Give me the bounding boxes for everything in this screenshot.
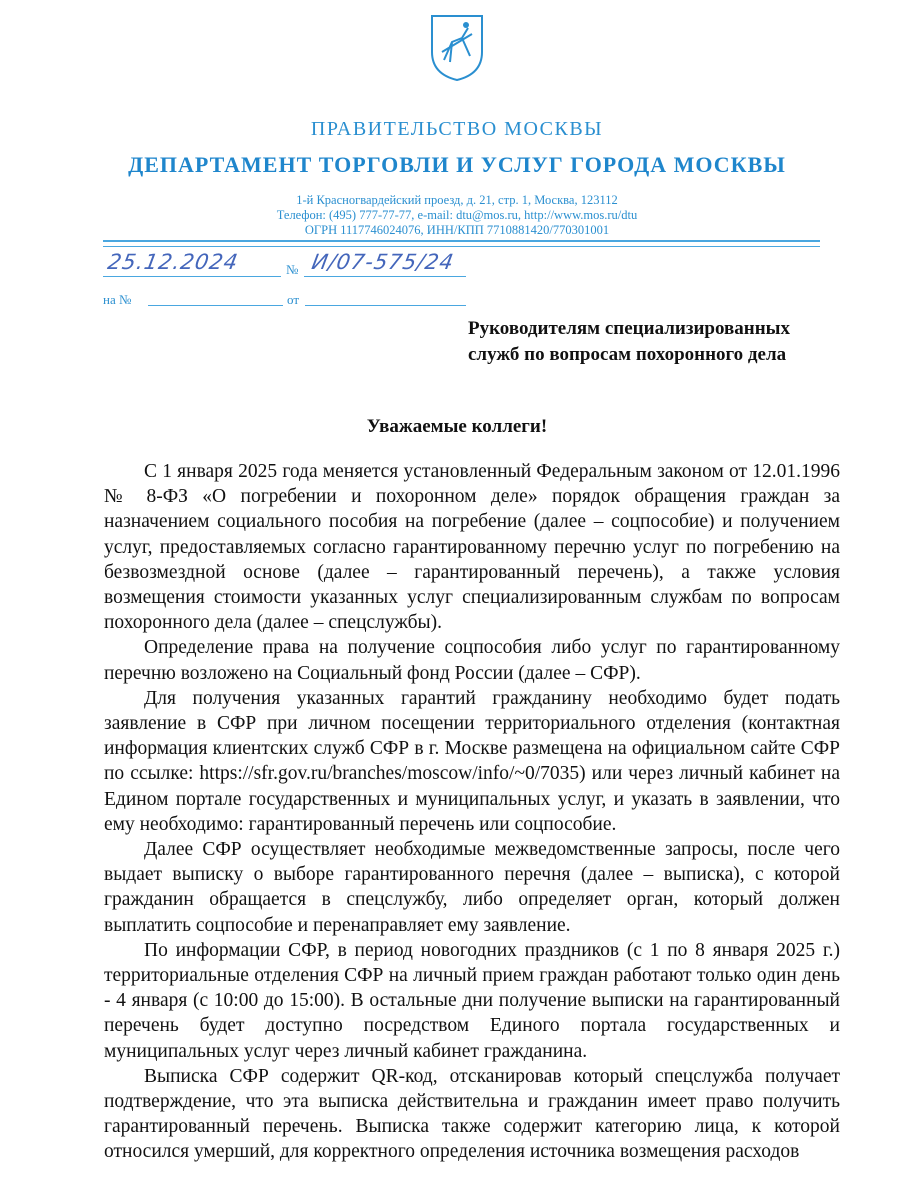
moscow-coat-of-arms-icon	[428, 12, 486, 82]
department-contacts	[0, 193, 914, 238]
greeting: Уважаемые коллеги!	[366, 416, 548, 437]
address: 1-й Красногвардейский проезд, д. 21, стр. 1, Москва, 123112	[296, 193, 618, 207]
header-divider	[103, 240, 820, 247]
number-line	[304, 276, 466, 277]
addressee-line: Руководителям специализированных	[468, 318, 791, 339]
date-line	[103, 276, 281, 277]
department-title: ДЕПАРТАМЕНТ ТОРГОВЛИ И УСЛУГ ГОРОДА МОСКВЫ	[128, 152, 786, 177]
paragraph: Для получения указанных гарантий гражданину необходимо будет подать заявление в СФР при личном посещении территориального отделения (контактная информация клиентских служб СФР в г. Москве размещена на официальном сайте СФР по ссылке: https://sfr.gov.ru/branches/moscow/info/~0/7035) или через личный кабинет на Едином портале государственных и муниципальных услуг, и указать в заявлении, что ему необходимо: гарантированный перечень или соцпособие.	[104, 687, 840, 835]
paragraph: С 1 января 2025 года меняется установленный Федеральным законом от 12.01.1996 № 8-ФЗ «О погребении и похоронном деле» порядок обращения граждан за назначением социального пособия на погребение (далее – соцпособие) и получением услуг, предоставляемых согласно гарантированному перечню услуг по погребению на безвозмездной основе (далее – гарантированный перечень), а также условия возмещения стоимости указанных услуг специализированным службам по вопросам похоронного дела (далее – спецслужбы).	[104, 461, 840, 634]
phone-email: Телефон: (495) 777-77-77, e-mail: dtu@mos.ru, http://www.mos.ru/dtu	[276, 208, 638, 222]
government-title: ПРАВИТЕЛЬСТВО МОСКВЫ	[310, 118, 604, 140]
paragraph: По информации СФР, в период новогодних праздников (с 1 по 8 января 2025 г.) территориальные отделения СФР на личный прием граждан работают только один день - 4 января (с 10:00 до 15:00). В остальные дни получение выписки на гарантированный перечень будет доступно посредством Единого портала государственных и муниципальных услуг через личный кабинет гражданина.	[104, 939, 840, 1062]
registration-ids: ОГРН 1117746024076, ИНН/КПП 7710881420/770301001	[304, 223, 610, 237]
ref-number-label: на №	[103, 292, 132, 307]
addressee	[468, 316, 790, 368]
ref-date-label: от	[287, 292, 300, 307]
number-label: №	[286, 262, 299, 277]
ref-number-line	[148, 305, 283, 306]
letter-number: И/07-575/24	[309, 250, 457, 274]
paragraph: Далее СФР осуществляет необходимые межведомственные запросы, после чего выдает выписку о выборе гарантированного перечня (далее – выписка), с которой гражданин обращается в спецслужбу, либо определяет орган, который должен выплатить соцпособие и перенаправляет ему заявление.	[104, 839, 840, 936]
letter-date: 25.12.2024	[105, 250, 241, 274]
addressee-line: служб по вопросам похоронного дела	[468, 344, 787, 365]
paragraph: Определение права на получение соцпособия либо услуг по гарантированному перечню возложено на Социальный фонд России (далее – СФР).	[104, 637, 840, 684]
letter-body	[104, 459, 840, 1165]
ref-date-line	[305, 305, 466, 306]
paragraph: Выписка СФР содержит QR-код, отсканировав который спецслужба получает подтверждение, что эта выписка действительна и гражданин имеет право получить гарантированный перечень. Выписка также содержит категорию лица, к которой относился умерший, для корректного определения источника возмещения расходов	[104, 1065, 840, 1163]
